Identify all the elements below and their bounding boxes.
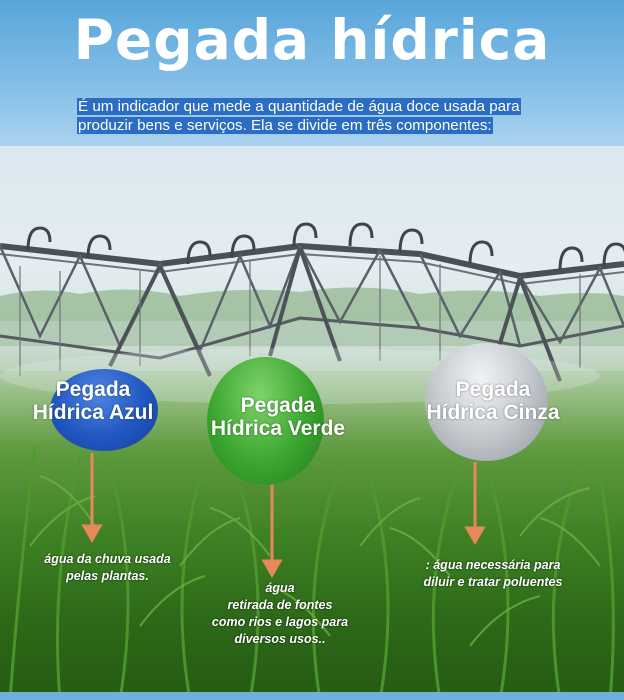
- caption-pegada-azul: água da chuva usada pelas plantas.: [44, 552, 171, 583]
- bottom-bar: [0, 692, 624, 700]
- intro-text: [77, 97, 597, 135]
- label-pegada-verde: Pegada Hídrica Verde: [210, 394, 346, 440]
- label-pegada-azul: Pegada Hídrica Azul: [32, 378, 154, 424]
- caption-pegada-cinza: : água necessária para diluir e tratar poluentes: [423, 558, 563, 589]
- intro-line-1: É um indicador que mede a quantidade de água doce usada para: [78, 98, 520, 115]
- header-band: [0, 0, 624, 146]
- intro-line-2: produzir bens e serviços. Ela se divide em três componentes:: [78, 117, 492, 134]
- caption-pegada-verde: água retirada de fontes como rios e lagos para diversos usos..: [211, 581, 349, 646]
- page-title: Pegada hídrica: [73, 8, 551, 72]
- label-pegada-cinza: Pegada Hídrica Cinza: [426, 378, 560, 424]
